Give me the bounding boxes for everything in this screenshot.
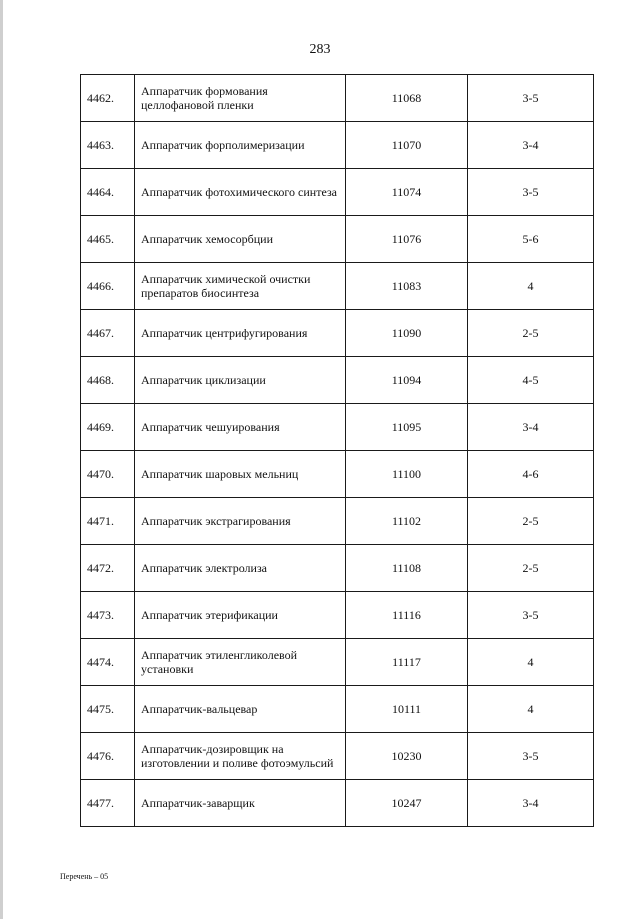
rank-range: 4 [468,686,594,733]
rank-range: 4-5 [468,357,594,404]
profession-code: 10247 [346,780,468,827]
footer-note: Перечень – 05 [60,872,109,881]
rank-range: 3-4 [468,122,594,169]
rank-range: 2-5 [468,545,594,592]
profession-name: Аппаратчик шаровых мельниц [135,451,346,498]
profession-name: Аппаратчик-заварщик [135,780,346,827]
profession-name: Аппаратчик циклизации [135,357,346,404]
profession-name: Аппаратчик хемосорбции [135,216,346,263]
table-row [81,216,594,263]
row-number: 4471. [81,498,135,545]
table-row [81,545,594,592]
profession-name: Аппаратчик чешуирования [135,404,346,451]
profession-code: 10230 [346,733,468,780]
row-number: 4465. [81,216,135,263]
row-number: 4477. [81,780,135,827]
row-number: 4469. [81,404,135,451]
rank-range: 4 [468,639,594,686]
table-row [81,780,594,827]
profession-code: 11076 [346,216,468,263]
row-number: 4474. [81,639,135,686]
row-number: 4464. [81,169,135,216]
table-row [81,498,594,545]
profession-code: 11102 [346,498,468,545]
table-row [81,169,594,216]
profession-code: 11117 [346,639,468,686]
rank-range: 5-6 [468,216,594,263]
rank-range: 3-4 [468,404,594,451]
rank-range: 4 [468,263,594,310]
profession-code: 11074 [346,169,468,216]
row-number: 4470. [81,451,135,498]
table-row [81,310,594,357]
profession-name: Аппаратчик формования целлофановой пленки [135,75,346,122]
table-row [81,451,594,498]
profession-name: Аппаратчик экстрагирования [135,498,346,545]
row-number: 4467. [81,310,135,357]
table-row [81,686,594,733]
profession-table [80,74,594,827]
profession-name: Аппаратчик форполимеризации [135,122,346,169]
table-row [81,404,594,451]
table-row [81,263,594,310]
table-row [81,357,594,404]
profession-name: Аппаратчик этерификации [135,592,346,639]
rank-range: 3-5 [468,592,594,639]
rank-range: 3-4 [468,780,594,827]
profession-name: Аппаратчик центрифугирования [135,310,346,357]
row-number: 4475. [81,686,135,733]
rank-range: 3-5 [468,75,594,122]
profession-code: 10111 [346,686,468,733]
profession-code: 11094 [346,357,468,404]
row-number: 4462. [81,75,135,122]
profession-name: Аппаратчик химической очистки препаратов биосинтеза [135,263,346,310]
table-row [81,639,594,686]
row-number: 4468. [81,357,135,404]
page-number: 283 [309,42,331,57]
profession-name: Аппаратчик-дозировщик на изготовлении и поливе фотоэмульсий [135,733,346,780]
rank-range: 4-6 [468,451,594,498]
row-number: 4472. [81,545,135,592]
profession-name: Аппаратчик-вальцевар [135,686,346,733]
profession-name: Аппаратчик этиленгликолевой установки [135,639,346,686]
table-row [81,122,594,169]
rank-range: 2-5 [468,310,594,357]
table-row [81,75,594,122]
rank-range: 3-5 [468,169,594,216]
profession-name: Аппаратчик фотохимического синтеза [135,169,346,216]
profession-code: 11090 [346,310,468,357]
scan-edge [0,0,3,919]
row-number: 4466. [81,263,135,310]
row-number: 4476. [81,733,135,780]
row-number: 4463. [81,122,135,169]
table-row [81,733,594,780]
profession-code: 11100 [346,451,468,498]
rank-range: 2-5 [468,498,594,545]
table-row [81,592,594,639]
profession-code: 11083 [346,263,468,310]
table-body [81,75,594,827]
profession-code: 11116 [346,592,468,639]
row-number: 4473. [81,592,135,639]
profession-code: 11068 [346,75,468,122]
profession-code: 11108 [346,545,468,592]
rank-range: 3-5 [468,733,594,780]
profession-name: Аппаратчик электролиза [135,545,346,592]
profession-code: 11095 [346,404,468,451]
profession-code: 11070 [346,122,468,169]
